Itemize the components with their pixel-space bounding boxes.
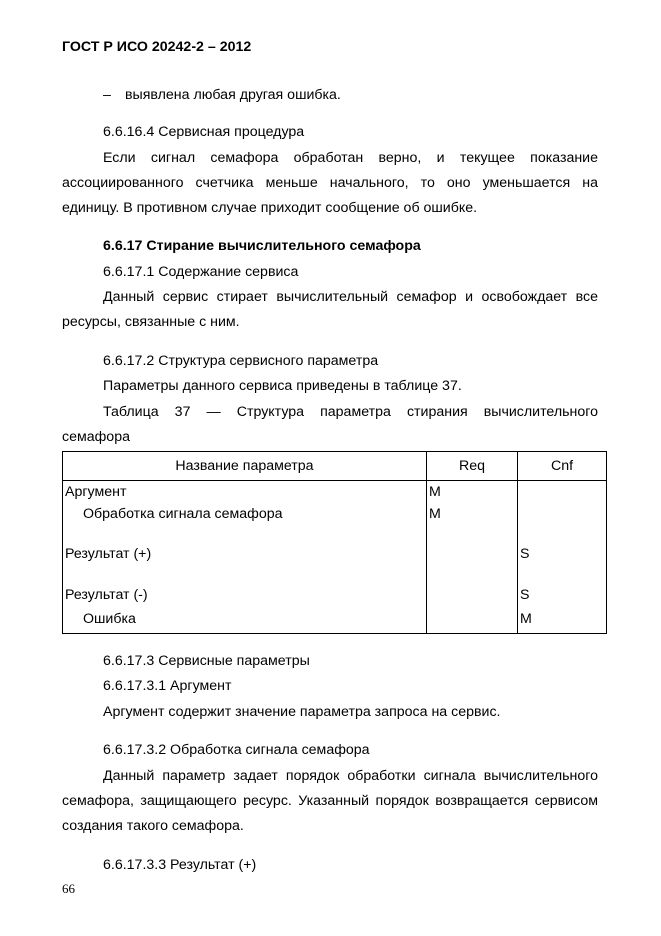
paragraph-line: Если сигнал семафора обработан верно, и текущее показание [103,150,598,166]
parameter-table [62,451,607,634]
paragraph-line: Данный сервис стирает вычислительный семафор и освобождает все [103,289,598,305]
table-cell [427,545,518,586]
paragraph-line: ассоциированного счетчика меньше начального, то оно уменьшается на [62,175,598,191]
table-cell: M [518,610,607,634]
paragraph-line: семафора, защищающего ресурс. Указанный порядок возвращается сервисом [62,793,598,809]
table-cell [427,586,518,610]
table-cell: Результат (-) [63,586,427,610]
section-heading: 6.6.16.4 Сервисная процедура [103,124,305,140]
page-number: 66 [62,881,75,896]
table-cell [427,610,518,634]
document-header: ГОСТ Р ИСО 20242-2 – 2012 [62,39,252,55]
paragraph-line: Аргумент содержит значение параметра запроса на сервис. [103,704,501,720]
table-caption: семафора [62,429,130,445]
table-cell: Результат (+) [63,545,427,586]
paragraph-line: Данный параметр задает порядок обработки сигнала вычислительного [103,768,598,784]
section-heading: 6.6.17.3.2 Обработка сигнала семафора [103,742,370,758]
table-cell: Обработка сигнала семафора [63,505,427,545]
paragraph-line: создания такого семафора. [62,818,244,834]
subsection-heading: 6.6.17.1 Содержание сервиса [103,264,299,280]
bullet-dash: – [103,87,111,103]
table-row [63,586,607,610]
table-cell: S [518,545,607,586]
bullet-text: выявлена любая другая ошибка. [125,87,341,103]
table-cell: Аргумент [63,481,427,505]
table-caption: Таблица 37 — Структура параметра стирания вычислительного [103,404,598,420]
table-cell [518,481,607,505]
table-cell: M [427,481,518,505]
paragraph-line: Параметры данного сервиса приведены в таблице 37. [103,378,462,394]
section-heading: 6.6.17.3 Сервисные параметры [103,653,310,669]
table-cell: S [518,586,607,610]
table-cell [518,505,607,545]
column-header: Cnf [518,452,607,481]
paragraph-line: ресурсы, связанные с ним. [62,314,240,330]
table-cell: M [427,505,518,545]
table-row [63,505,607,545]
section-heading: 6.6.17 Стирание вычислительного семафора [103,238,421,254]
table-row [63,610,607,634]
subsection-heading: 6.6.17.3.1 Аргумент [103,678,232,694]
column-header: Название параметра [63,452,427,481]
column-header: Req [427,452,518,481]
table-cell: Ошибка [63,610,427,634]
paragraph-line: единицу. В противном случае приходит сообщение об ошибке. [62,200,478,216]
table-row [63,545,607,586]
section-heading: 6.6.17.2 Структура сервисного параметра [103,353,379,369]
section-heading: 6.6.17.3.3 Результат (+) [103,857,257,873]
table-row [63,481,607,505]
